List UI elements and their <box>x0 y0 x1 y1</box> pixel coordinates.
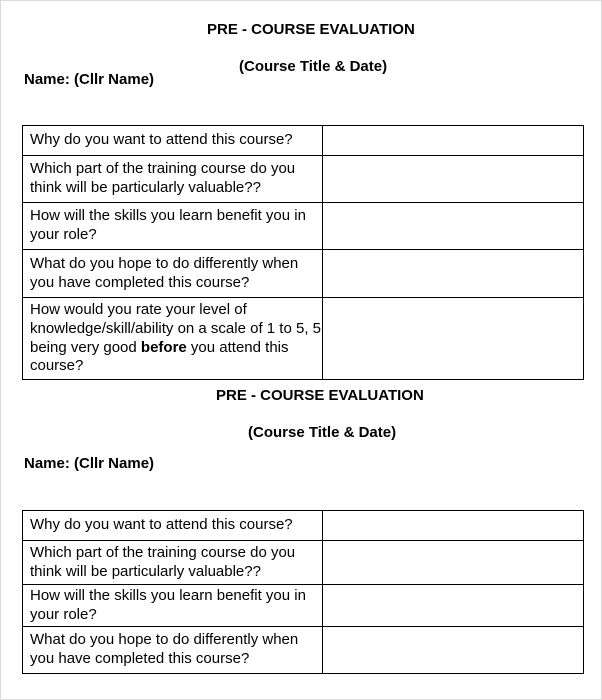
table-row <box>23 126 584 156</box>
name-label: Name: (Cllr Name) <box>24 71 155 88</box>
answer-cell[interactable] <box>323 627 584 674</box>
question-cell: Why do you want to attend this course? <box>23 511 323 541</box>
question-cell: Why do you want to attend this course? <box>23 126 323 156</box>
answer-cell[interactable] <box>323 203 584 250</box>
form-title: PRE - COURSE EVALUATION <box>207 21 415 38</box>
table-row <box>23 156 584 203</box>
answer-cell[interactable] <box>323 585 584 627</box>
answer-cell[interactable] <box>323 511 584 541</box>
answer-cell[interactable] <box>323 126 584 156</box>
name-label: Name: (Cllr Name) <box>24 455 155 472</box>
evaluation-table <box>22 510 584 674</box>
table-row <box>23 627 584 674</box>
question-cell: Which part of the training course do you think will be particularly valuable?? <box>23 156 323 203</box>
evaluation-table <box>22 125 584 380</box>
course-title-date: (Course Title & Date) <box>239 58 388 75</box>
question-cell: Which part of the training course do you think will be particularly valuable?? <box>23 541 323 585</box>
question-text: How would you rate your level of knowledge/skill/ability on a scale of 1 to 5, 5 being very good <box>30 301 321 356</box>
table-row <box>23 203 584 250</box>
table-row <box>23 298 584 380</box>
question-cell: What do you hope to do differently when you have completed this course? <box>23 627 323 674</box>
question-emphasis: before <box>140 338 187 356</box>
table-row <box>23 511 584 541</box>
question-cell <box>23 298 323 380</box>
question-cell: How will the skills you learn benefit you in your role? <box>23 585 323 627</box>
answer-cell[interactable] <box>323 156 584 203</box>
answer-cell[interactable] <box>323 298 584 380</box>
table-row <box>23 250 584 298</box>
table-row <box>23 541 584 585</box>
answer-cell[interactable] <box>323 541 584 585</box>
question-cell: How will the skills you learn benefit you in your role? <box>23 203 323 250</box>
table-row <box>23 585 584 627</box>
form-title: PRE - COURSE EVALUATION <box>216 387 424 404</box>
question-text: you attend this course? <box>30 338 289 375</box>
answer-cell[interactable] <box>323 250 584 298</box>
course-title-date: (Course Title & Date) <box>248 424 397 441</box>
question-cell: What do you hope to do differently when you have completed this course? <box>23 250 323 298</box>
